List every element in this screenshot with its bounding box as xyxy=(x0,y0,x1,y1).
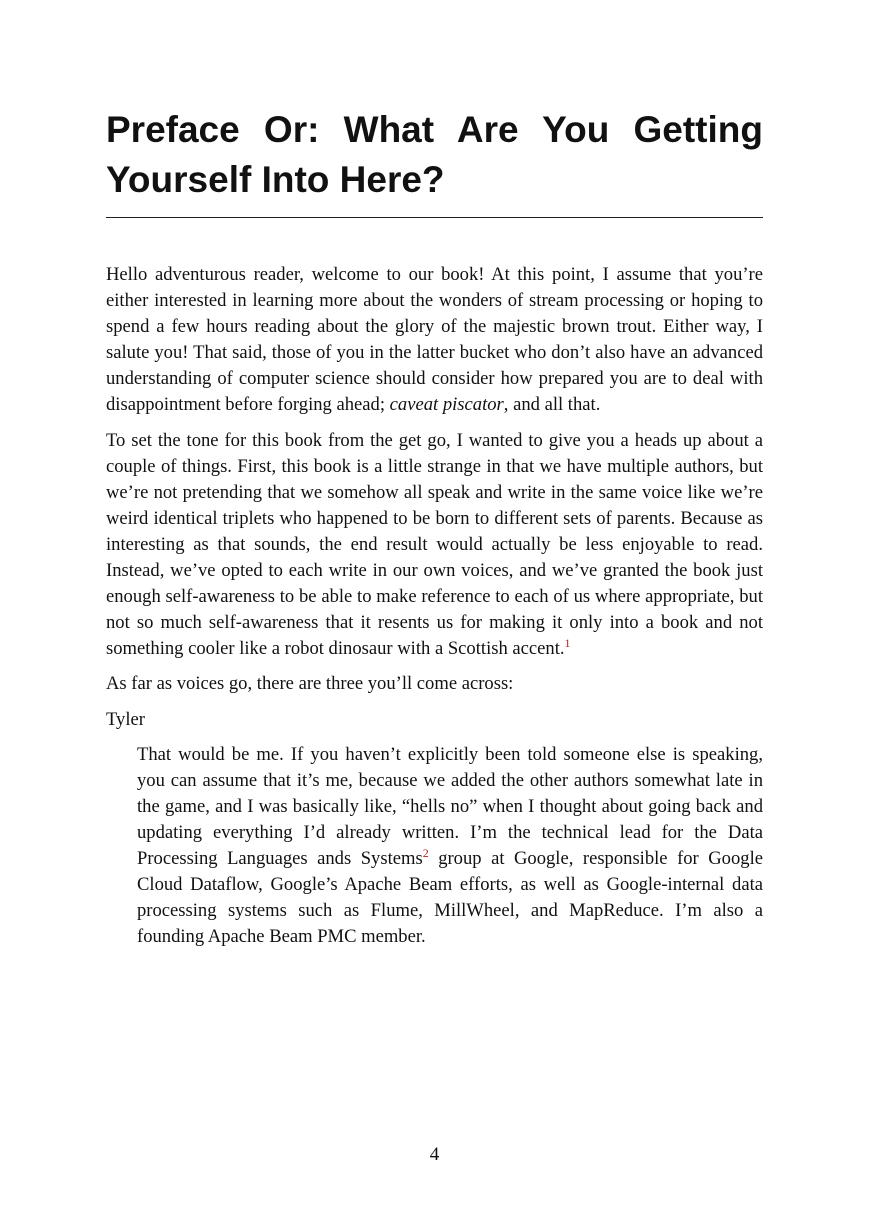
emphasis-caveat-piscator: caveat piscator xyxy=(389,394,504,416)
paragraph-voices: As far as voices go, there are three you’ll come across: xyxy=(106,673,514,695)
paragraph-intro-text: Hello adventurous reader, welcome to our book! At this point, I assume that you’re either interested in learning more about the wonders of stream processing or hoping to spend a few hours reading about the glory of the majestic brown trout. Either way, I salute you! That said, those of you in the latter bucket who don’t also have an advanced understanding of computer science should consider how prepared you are to deal with disappointment before forging ahead; xyxy=(106,264,763,416)
paragraph-tone xyxy=(106,428,763,663)
definition-text-a: That would be me. If you haven’t explicitly been told someone else is speaking, you can assume that it’s me, because we added the other authors somewhat late in the game, and I was basically like, “hells no” when I thought about going back and updating everything I’d already written. I’m the technical lead for the Data Processing Languages ands Systems xyxy=(137,743,763,869)
definition-term-tyler: Tyler xyxy=(106,708,145,730)
paragraph-intro xyxy=(106,262,763,419)
page-number: 4 xyxy=(429,1144,440,1165)
page-content xyxy=(106,0,763,950)
paragraph-tone-text: To set the tone for this book from the get go, I wanted to give you a heads up about a couple of things. First, this book is a little strange in that we have multiple authors, but we’re not pretending that we somehow all speak and write in the same voice like we’re weird identical triplets who happened to be born to different sets of parents. Because as interesting as that sounds, the end result would actually be less enjoyable to read. Instead, we’ve opted to each write in our own voices, and we’ve granted the book just enough self-awareness to be able to make reference to each of us where appropriate, but not so much self-awareness that it resents us for making it only into a book and not something cooler like a robot dinosaur with a Scottish accent. xyxy=(106,429,763,660)
paragraph-intro-end: , and all that. xyxy=(503,394,601,416)
footnote-link-2[interactable]: 2 xyxy=(422,845,429,860)
chapter-heading: Preface Or: What Are You Getting Yourself Into Here? xyxy=(106,109,763,200)
heading-rule xyxy=(106,217,763,218)
definition-description-tyler xyxy=(137,742,763,951)
footnote-link-1[interactable]: 1 xyxy=(564,636,571,651)
definition-text-b: group at Google, responsible for Google Cloud Dataflow, Google’s Apache Beam efforts, as well as Google-internal data processing systems such as Flume, MillWheel, and MapReduce. I’m also a founding Apache Beam PMC member. xyxy=(137,847,763,948)
body-text xyxy=(106,262,763,950)
